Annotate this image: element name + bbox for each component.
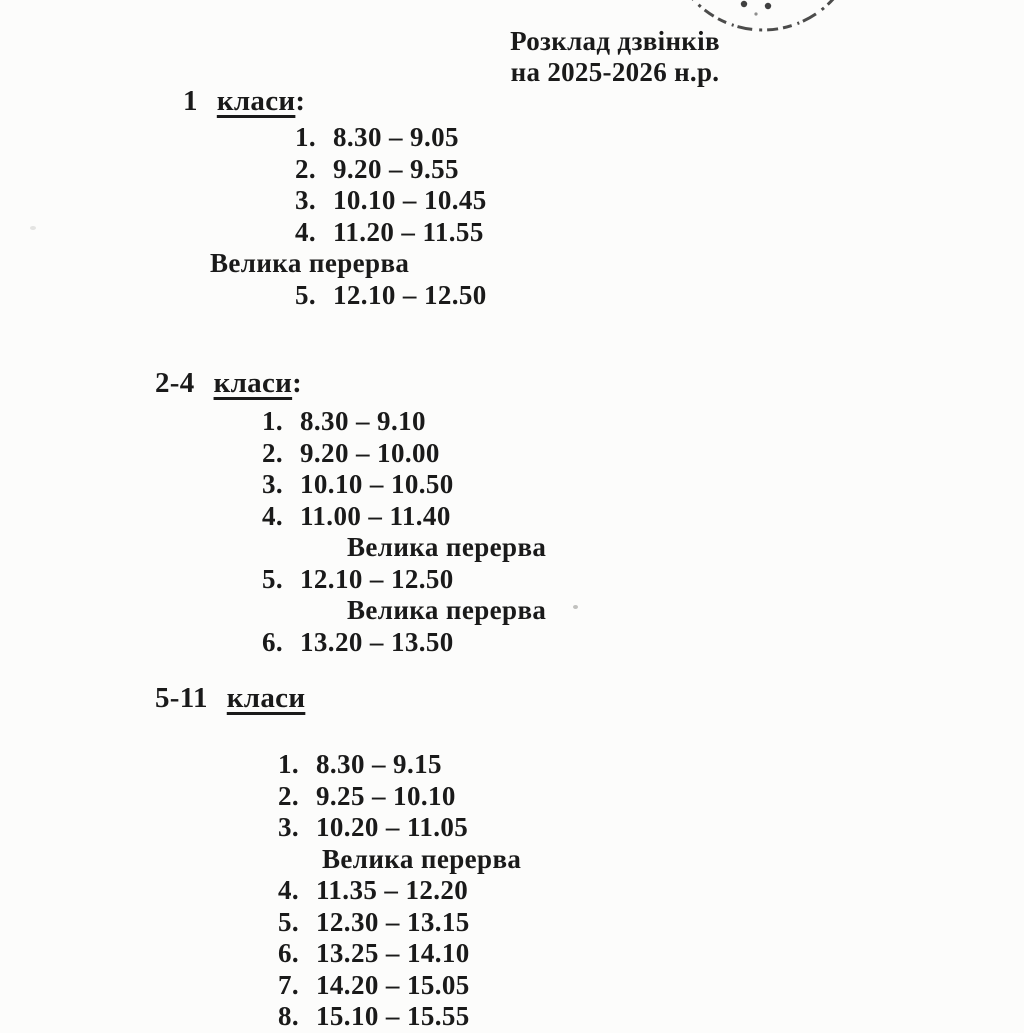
lesson-row — [262, 469, 1024, 501]
lesson-number: 3. — [295, 185, 317, 215]
big-break-row — [347, 532, 1024, 564]
section-heading — [155, 681, 1024, 715]
lesson-row — [295, 185, 1024, 217]
lesson-number: 8. — [278, 1001, 300, 1031]
section-rows — [0, 122, 1024, 311]
schedule-section-grade-1 — [0, 84, 1024, 311]
lesson-number: 6. — [278, 938, 300, 968]
lesson-time: 12.10 – 12.50 — [300, 563, 454, 594]
scan-speck — [30, 226, 36, 230]
lesson-row — [262, 627, 1024, 659]
lesson-time: 11.20 – 11.55 — [333, 216, 484, 247]
lesson-number: 2. — [278, 780, 300, 811]
lesson-time: 15.10 – 15.55 — [316, 1001, 470, 1031]
lesson-row — [278, 970, 1024, 1002]
lesson-time: 8.30 – 9.15 — [316, 749, 442, 779]
big-break-label: Велика перерва — [347, 532, 547, 562]
section-rows — [0, 749, 1024, 1033]
lesson-row — [278, 1001, 1024, 1033]
lesson-number: 3. — [278, 812, 300, 842]
lesson-row — [278, 749, 1024, 781]
schedule-section-grades-2-4 — [0, 366, 1024, 658]
lesson-row — [262, 406, 1024, 438]
lesson-time: 8.30 – 9.10 — [300, 406, 426, 436]
document-title — [440, 26, 790, 88]
big-break-label: Велика перерва — [322, 843, 522, 874]
lesson-number: 5. — [295, 279, 317, 310]
lesson-time: 10.10 – 10.45 — [333, 185, 487, 215]
lesson-row — [295, 217, 1024, 249]
section-grade-range: 2-4 — [155, 367, 195, 399]
lesson-time: 14.20 – 15.05 — [316, 969, 470, 1000]
lesson-time: 9.25 – 10.10 — [316, 780, 456, 811]
lesson-number: 6. — [262, 626, 284, 657]
lesson-number: 3. — [262, 469, 284, 499]
lesson-time: 10.10 – 10.50 — [300, 469, 454, 499]
section-heading-word: класи — [213, 367, 293, 399]
lesson-number: 5. — [278, 906, 300, 937]
lesson-row — [295, 122, 1024, 154]
lesson-row — [278, 875, 1024, 907]
lesson-row — [278, 781, 1024, 813]
lesson-time: 10.20 – 11.05 — [316, 812, 469, 842]
lesson-row — [295, 280, 1024, 312]
section-grade-range: 1 — [183, 85, 198, 117]
lesson-row — [278, 907, 1024, 939]
lesson-time: 12.30 – 13.15 — [316, 906, 470, 937]
lesson-row — [262, 438, 1024, 470]
section-heading — [155, 366, 1024, 400]
section-grade-range: 5-11 — [155, 682, 208, 714]
lesson-time: 13.25 – 14.10 — [316, 938, 470, 968]
big-break-row — [347, 595, 1024, 627]
document-title-line2: на 2025-2026 н.р. — [510, 57, 720, 87]
section-heading-colon: : — [292, 367, 303, 399]
lesson-row — [278, 812, 1024, 844]
section-heading-word: класи — [226, 682, 306, 714]
lesson-row — [295, 154, 1024, 186]
section-heading — [183, 84, 1024, 118]
schedule-section-grades-5-11 — [0, 681, 1024, 1033]
lesson-row — [262, 501, 1024, 533]
lesson-number: 4. — [295, 216, 317, 247]
big-break-label: Велика перерва — [210, 248, 410, 278]
lesson-time: 12.10 – 12.50 — [333, 279, 487, 310]
lesson-number: 1. — [262, 406, 284, 436]
lesson-number: 4. — [278, 875, 300, 905]
lesson-time: 9.20 – 9.55 — [333, 153, 459, 184]
big-break-label: Велика перерва — [347, 595, 547, 625]
lesson-time: 8.30 – 9.05 — [333, 122, 459, 152]
lesson-number: 2. — [295, 153, 317, 184]
big-break-row — [322, 844, 1024, 876]
section-heading-colon: : — [295, 85, 306, 117]
lesson-row — [278, 938, 1024, 970]
big-break-row — [210, 248, 1024, 280]
lesson-number: 2. — [262, 437, 284, 468]
lesson-number: 4. — [262, 500, 284, 531]
lesson-number: 1. — [278, 749, 300, 779]
scan-speck — [573, 605, 578, 609]
document-title-line1: Розклад дзвінків — [510, 26, 720, 56]
lesson-time: 11.00 – 11.40 — [300, 500, 451, 531]
section-rows — [0, 406, 1024, 658]
lesson-time: 13.20 – 13.50 — [300, 626, 454, 657]
lesson-time: 11.35 – 12.20 — [316, 875, 469, 905]
lesson-number: 7. — [278, 969, 300, 1000]
lesson-row — [262, 564, 1024, 596]
lesson-time: 9.20 – 10.00 — [300, 437, 440, 468]
lesson-number: 1. — [295, 122, 317, 152]
lesson-number: 5. — [262, 563, 284, 594]
section-heading-word: класи — [216, 85, 296, 117]
